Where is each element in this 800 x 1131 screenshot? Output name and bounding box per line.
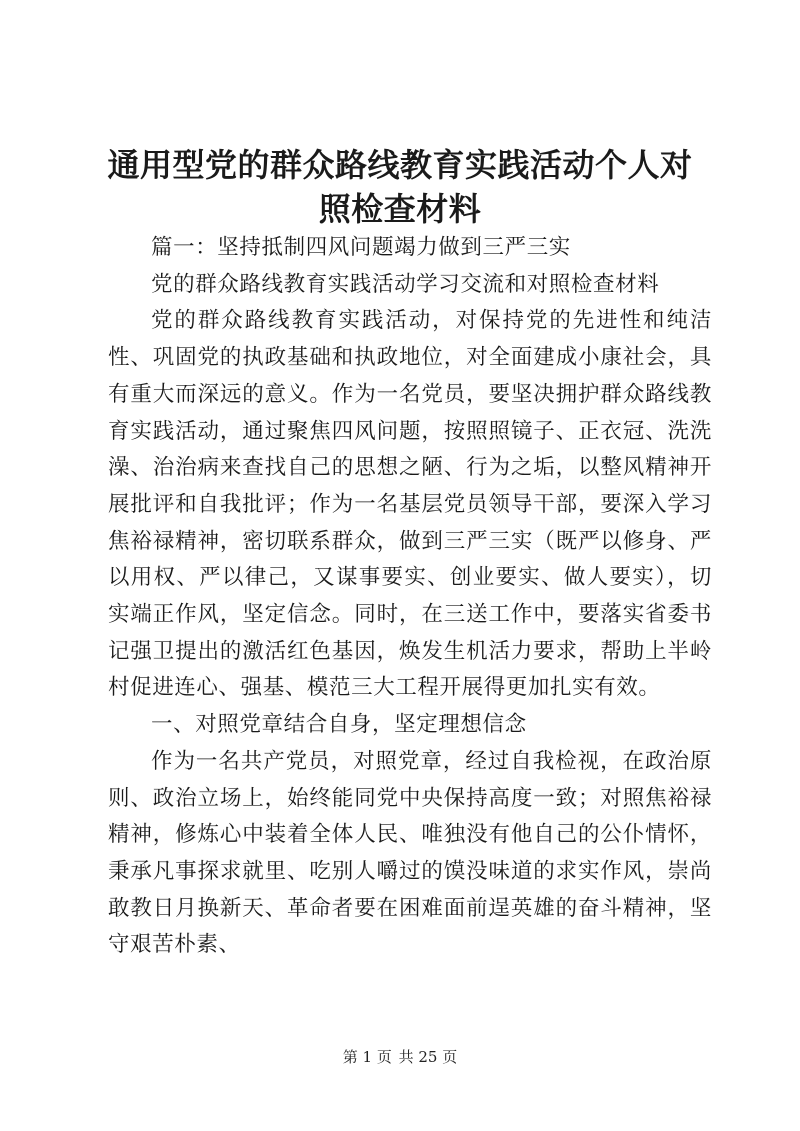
subheading: 党的群众路线教育实践活动学习交流和对照检查材料: [151, 271, 660, 297]
page-number: 第 1 页: [342, 1048, 392, 1066]
document-title: 通用型党的群众路线教育实践活动个人对照检查材料: [107, 146, 693, 228]
paragraph: 党的群众路线教育实践活动，对保持党的先进性和纯洁性、巩固党的执政基础和执政地位，对全面建成小康社会，具有重大而深远的意义。作为一名党员，要坚决拥护群众路线教育实践活动，通过聚焦四风问题，按照照镜子、正衣冠、洗洗澡、治治病来查找自己的思想之陋、行为之垢，以整风精神开展批评和自我批评；作为一名基层党员领导干部，要深入学习焦裕禄精神，密切联系群众，做到三严三实（既严以修身、严以用权、严以律己，又谋事要实、创业要实、做人要实），切实端正作风，坚定信念。同时，在三送工作中，要落实省委书记强卫提出的激活红色基因，焕发生机活力要求，帮助上半岭村促进连心、强基、模范三大工程开展得更加扎实有效。: [108, 308, 712, 701]
page-total: 共 25 页: [398, 1048, 458, 1066]
paragraph: 作为一名共产党员，对照党章，经过自我检视，在政治原则、政治立场上，始终能同党中央保持高度一致；对照焦裕禄精神，修炼心中装着全体人民、唯独没有他自己的公仆情怀，秉承凡事探求就里、吃别人嚼过的馍没味道的求实作风，崇尚敢教日月换新天、革命者要在困难面前逞英雄的奋斗精神，坚守艰苦朴素、: [108, 748, 712, 958]
section-heading: 篇一：坚持抵制四风问题竭力做到三严三实: [151, 235, 571, 260]
section-heading: 一、对照党章结合自身，坚定理想信念: [151, 712, 527, 738]
page-footer: [0, 1047, 800, 1067]
document-body: [108, 230, 712, 964]
